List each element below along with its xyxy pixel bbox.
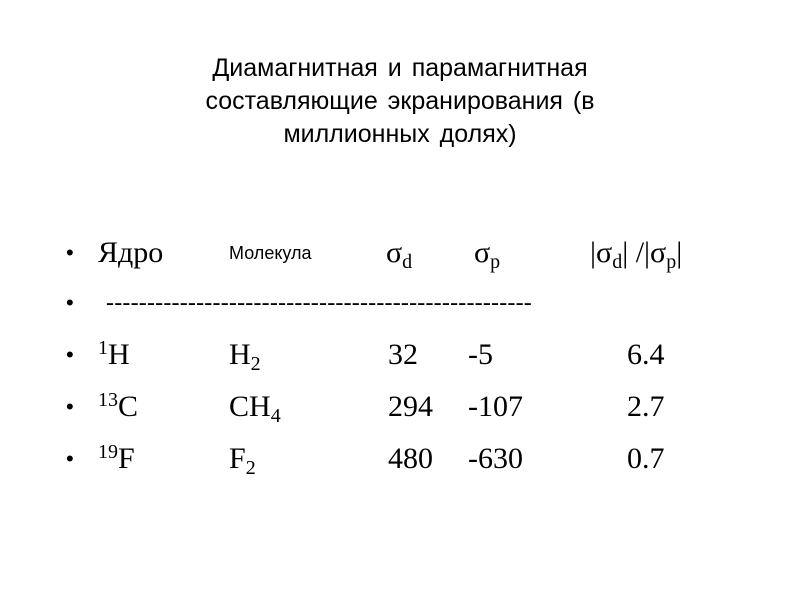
cell-sigma-d: 480 (388, 442, 433, 475)
cell-sigma-p: -630 (468, 442, 523, 475)
table-row (0, 436, 800, 482)
cell-nucleus: $^1$H (98, 337, 130, 371)
slide-title (100, 52, 700, 151)
header-molecule: Молекула (229, 243, 312, 263)
cell-sigma-d: 294 (388, 390, 433, 423)
title-line-2: составляющие экранирования (в (205, 87, 595, 115)
cell-molecule: $CH_4$ (229, 390, 281, 427)
header-ratio: $|\sigma_d|$ $/|\sigma_p|$ (590, 236, 683, 273)
cell-nucleus: $^{13}$C (98, 389, 139, 423)
bullet-icon: • (66, 290, 74, 315)
cell-nucleus: $^{19}$F (98, 441, 135, 475)
cell-sigma-p: -107 (468, 390, 523, 423)
title-line-3: миллионных долях) (283, 120, 517, 148)
separator-line: ---------------------------------------------------- (106, 290, 532, 316)
cell-molecule: $F_2$ (229, 442, 256, 479)
title-line-1: Диамагнитная и парамагнитная (212, 54, 588, 82)
bullet-icon: • (66, 394, 74, 419)
cell-molecule: $H_2$ (229, 338, 261, 375)
header-nucleus: Ядро (98, 236, 164, 269)
bullet-icon: • (66, 240, 74, 265)
cell-ratio: 2.7 (627, 390, 665, 423)
cell-ratio: 0.7 (627, 442, 665, 475)
bullet-icon: • (66, 342, 74, 367)
cell-sigma-d: 32 (388, 338, 418, 371)
bullet-icon: • (66, 446, 74, 471)
table-row (0, 332, 800, 378)
table-row (0, 384, 800, 430)
cell-sigma-p: -5 (468, 338, 493, 371)
separator-row (0, 280, 800, 326)
header-sigma-d: $\sigma_d$ (386, 236, 413, 273)
header-sigma-p: $\sigma_p$ (474, 236, 501, 273)
table-header-row (0, 230, 800, 276)
cell-ratio: 6.4 (627, 338, 665, 371)
